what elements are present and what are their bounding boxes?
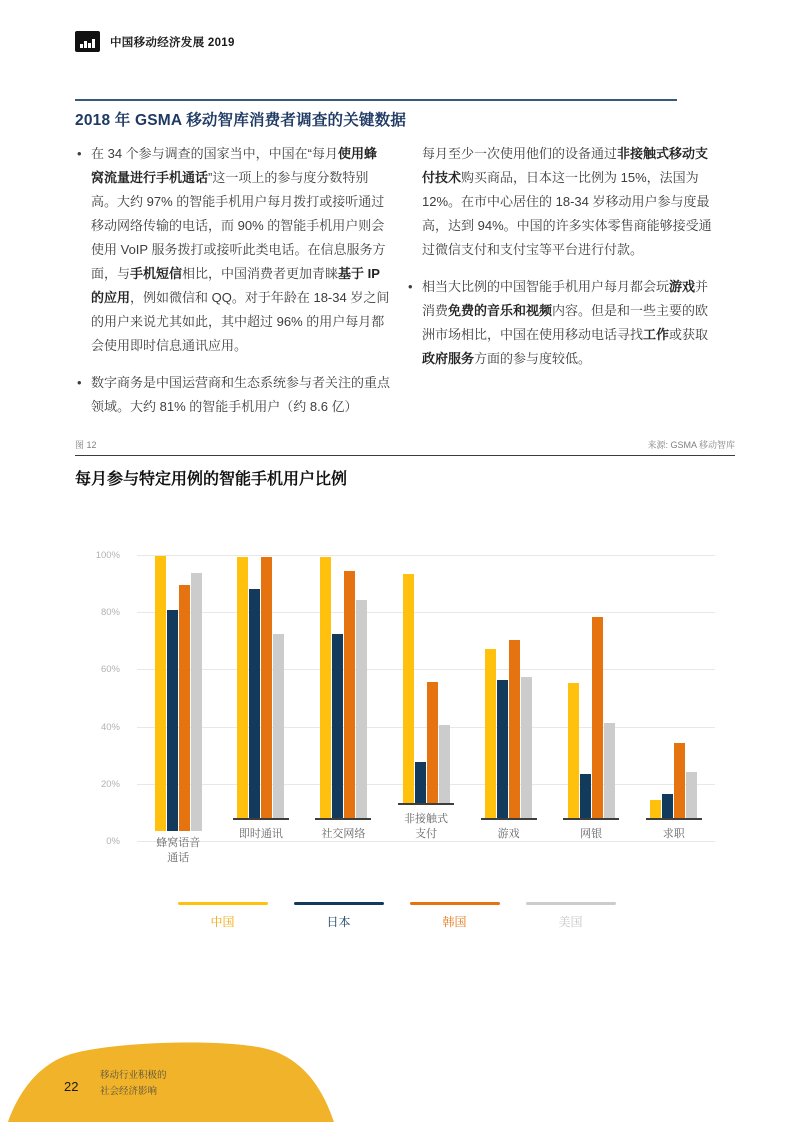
page-number: 22 — [64, 1079, 79, 1094]
y-tick-label: 60% — [100, 664, 120, 676]
bar-cluster — [485, 556, 532, 820]
figure-source: 来源: GSMA 移动智库 — [647, 440, 735, 450]
chart-plot — [137, 556, 715, 864]
y-tick-label: 0% — [106, 836, 120, 847]
y-tick-label: 80% — [100, 607, 120, 619]
bar-中国 — [237, 557, 248, 820]
axis-tick — [563, 818, 619, 820]
y-tick-label: 40% — [100, 721, 120, 733]
bar-中国 — [155, 556, 166, 831]
legend-item-中国 — [178, 902, 268, 930]
bar-cluster — [568, 556, 615, 820]
body-columns — [75, 142, 721, 432]
chart-title: 每月参与特定用例的智能手机用户比例 — [75, 471, 348, 488]
category-label: 即时通讯 — [238, 828, 283, 840]
bar-cluster — [155, 556, 202, 831]
legend-swatch — [294, 902, 384, 905]
bar-日本 — [580, 774, 591, 820]
footer-blob-shape — [0, 1026, 360, 1122]
legend-swatch — [178, 902, 268, 905]
axis-tick — [233, 818, 289, 820]
bar-中国 — [403, 574, 414, 806]
bar-韩国 — [261, 557, 272, 820]
footer-caption — [100, 1068, 167, 1100]
axis-tick — [646, 818, 702, 820]
legend-label: 日本 — [326, 915, 351, 929]
bar-group — [467, 556, 550, 842]
bullet-paragraph: • 数字商务是中国运营商和生态系统参与者关注的重点领域。大约 81% 的智能手机用户（约 8.6 亿） — [75, 371, 390, 419]
axis-tick — [398, 803, 454, 805]
bar-美国 — [191, 573, 202, 830]
category-label: 求职 — [662, 828, 685, 840]
legend-swatch — [526, 902, 616, 905]
bar-日本 — [332, 634, 343, 820]
category-label: 蜂窝语音 通话 — [156, 836, 201, 864]
figure-number: 图 12 — [75, 440, 97, 450]
bar-group — [550, 556, 633, 842]
figure-rule — [75, 455, 735, 456]
bar-中国 — [568, 683, 579, 820]
legend-label: 美国 — [558, 915, 583, 929]
bar-韩国 — [427, 682, 438, 805]
bar-cluster — [320, 556, 367, 820]
category-label: 游戏 — [497, 828, 520, 840]
bar-中国 — [320, 557, 331, 820]
bullet-paragraph: • 相当大比例的中国智能手机用户每月都会玩游戏并消费免费的音乐和视频内容。但是和一些主要的欧洲市场相比，中国在使用移动电话寻找工作或获取政府服务方面的参与度较低。 — [406, 275, 721, 371]
category-label: 社交网络 — [321, 828, 366, 840]
bar-日本 — [415, 762, 426, 805]
bar-日本 — [662, 794, 673, 820]
bar-美国 — [521, 677, 532, 820]
legend-item-美国 — [526, 902, 616, 930]
footer-blob-path — [8, 1042, 334, 1122]
axis-tick — [481, 818, 537, 820]
y-axis-labels — [70, 550, 128, 847]
y-tick-label: 100% — [95, 550, 120, 561]
bar-group — [137, 556, 220, 864]
bar-韩国 — [592, 617, 603, 820]
bar-group — [302, 556, 385, 842]
bar-日本 — [167, 610, 178, 830]
legend-item-韩国 — [410, 902, 500, 930]
bar-韩国 — [344, 571, 355, 820]
bar-cluster — [403, 556, 450, 805]
legend-item-日本 — [294, 902, 384, 930]
axis-tick — [315, 818, 371, 820]
continuation-paragraph: 每月至少一次使用他们的设备通过非接触式移动支付技术购买商品，日本这一比例为 15%，法国为 12%。在市中心居住的 18-34 岁移动用户参与度最高，达到 94%。中国的许多实体零售商能够接受通过微信支付和支付宝等平台进行付款。 — [422, 146, 712, 257]
bar-美国 — [604, 723, 615, 820]
category-label: 网银 — [580, 828, 603, 840]
page-header — [75, 31, 235, 52]
bar-日本 — [249, 589, 260, 821]
legend-label: 韩国 — [442, 915, 467, 929]
bar-美国 — [356, 600, 367, 820]
category-label: 非接触式 支付 — [404, 813, 449, 840]
bar-cluster — [237, 556, 284, 820]
chart-groups — [137, 556, 715, 864]
footer-caption-line1: 移动行业积极的 — [100, 1070, 167, 1081]
chart-legend — [0, 902, 793, 930]
bar-cluster — [650, 556, 697, 820]
bar-韩国 — [179, 585, 190, 831]
bar-美国 — [686, 772, 697, 821]
section-rule — [75, 99, 677, 101]
bar-chart-skyline-icon — [75, 31, 100, 52]
section-heading: 2018 年 GSMA 移动智库消费者调查的关键数据 — [75, 112, 407, 129]
bar-中国 — [650, 800, 661, 820]
bar-美国 — [273, 634, 284, 820]
y-tick-label: 20% — [100, 778, 120, 790]
footer-caption-line2: 社会经济影响 — [100, 1086, 158, 1097]
bar-中国 — [485, 649, 496, 821]
legend-label: 中国 — [210, 915, 235, 929]
bar-韩国 — [509, 640, 520, 820]
right-column — [406, 142, 721, 432]
report-title: 中国移动经济发展 2019 — [110, 36, 235, 49]
bullet-paragraph: • 在 34 个参与调查的国家当中，中国在“每月使用蜂窝流量进行手机通话”这一项上的参与度分数特别高。大约 97% 的智能手机用户每月拨打或接听通过移动网络传输的电话，而 90% 的智能手机用户则会使用 VoIP 服务拨打或接听此类电话。在信息服务方面，与手机短信相比，中国消费者更加青睐基于 IP 的应用，例如微信和 QQ。对于年龄在 18-34 岁之间的用户来说尤其如此，其中超过 96% 的用户每月都会使用即时信息通讯应用。 — [75, 142, 390, 358]
left-column — [75, 142, 390, 432]
bar-group — [220, 556, 303, 842]
bar-韩国 — [674, 743, 685, 820]
bar-美国 — [439, 725, 450, 805]
bar-日本 — [497, 680, 508, 820]
legend-swatch — [410, 902, 500, 905]
bar-group — [632, 556, 715, 842]
bar-group — [385, 556, 468, 842]
